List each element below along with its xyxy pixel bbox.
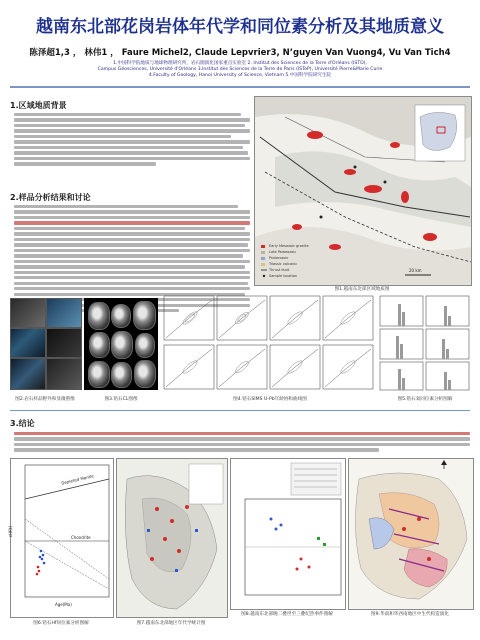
section-divider <box>10 410 470 411</box>
hf-xlabel: Age(Ma) <box>55 602 72 607</box>
author-list: 陈泽超1,3 ， 林伟1 ， Faure Michel2, Claude Lepvrier3, N’guyen Van Vuong4, Vu Van Tich4 <box>29 48 451 58</box>
thermal-event-drawing <box>231 459 345 609</box>
fig7-caption: 图7.越南东北部地区年代学统计图 <box>136 621 206 626</box>
fig8-caption: 图8.越南东北部晚二叠世至三叠纪热事件图解 <box>241 612 333 617</box>
concordia-plots <box>162 294 374 392</box>
zircon-grain <box>89 332 110 358</box>
fig3-caption: 图3.锆石CL图像 <box>104 397 138 402</box>
zircon-grain <box>134 360 156 388</box>
oxygen-isotope-plots <box>378 294 472 392</box>
section-1-text <box>14 113 250 166</box>
depleted-mantle-label: Depleted Mantle <box>60 473 95 486</box>
fig2-caption: 图2.岩石样品野外和显微照像 <box>15 397 75 402</box>
legend-proterozoic: Proterozoic <box>269 256 289 260</box>
fig6-caption: 图6.锆石Hf同位素分析图解 <box>33 621 89 626</box>
field-photo <box>10 298 46 328</box>
geochronology-drawing <box>117 459 227 617</box>
oxygen-isotope-drawing <box>378 294 472 392</box>
micro-photo <box>10 328 46 358</box>
micro-photo <box>46 358 82 390</box>
concordia-drawing <box>162 294 374 392</box>
tectonic-evolution-map <box>348 458 474 610</box>
micro-photo <box>46 298 82 328</box>
legend-thrust-fault: Thrust fault <box>269 268 290 272</box>
zircon-grain <box>135 333 155 358</box>
map-legend <box>269 243 309 279</box>
fig9-caption: 图9.华南和华西南地区中生代构造演化 <box>371 612 449 617</box>
geochronology-map <box>116 458 228 618</box>
zircon-grain <box>88 302 110 330</box>
section-3-text <box>14 432 470 452</box>
affiliation-line-2: Campus Géosciences, Université d'Orléans 3.Institut des Sciences de la Terre de Paris (ISTeP), Université Pierre&Marie Curie <box>97 67 383 72</box>
section-heading-2: 2.样品分析结果和讨论 <box>10 193 91 202</box>
poster-title: 越南东北部花岗岩体年代学和同位素分析及其地质意义 <box>36 17 444 37</box>
regional-geology-map <box>254 96 472 286</box>
micro-photo <box>46 328 82 358</box>
zircon-grain <box>111 331 133 359</box>
affiliation-line-3: 4.Faculty of Geology, Hanoi University of Science, Vietnam 5.中国科学院研究生院 <box>148 73 332 78</box>
zircon-grain <box>111 362 132 388</box>
legend-sample-location: Sample location <box>269 274 298 278</box>
zircon-cl-images <box>84 298 158 390</box>
fig5-caption: 图5.锆石氧同位素分析图解 <box>397 397 453 402</box>
zircon-grain <box>133 301 156 330</box>
affiliation-line-1: 1.中国科学院地质与地球物理研究所，岩石圈演化国家重点实验室 2. Institut des Sciences de la Terre d'Orléans (ISTO), <box>113 61 367 66</box>
legend-triassic-volcanic: Triassic volcanic <box>269 262 298 266</box>
chondrite-label: Chondrite <box>71 535 91 540</box>
zircon-grain <box>88 361 110 388</box>
hf-isotope-plot <box>10 458 114 618</box>
field-photo-grid <box>10 298 80 388</box>
tectonic-evolution-drawing <box>349 459 473 609</box>
section-heading-3: 3.结论 <box>10 419 35 428</box>
legend-late-palaeozoic: Late Palaeozoic <box>269 250 297 254</box>
map-scale-label: 20 km <box>409 268 422 273</box>
fig1-caption: 图1.越南东北部区域地质图 <box>334 287 390 292</box>
legend-granite: Early Mesozoic granite <box>269 244 309 248</box>
section-heading-1: 1.区域地质背景 <box>10 101 67 110</box>
zircon-grain <box>111 304 131 328</box>
thermal-event-diagram <box>230 458 346 610</box>
micro-photo <box>10 358 46 390</box>
fig4-caption: 图4.锆石SIMS U-Pb年龄协和曲线图 <box>233 397 307 402</box>
hf-ylabel: εHf(t) <box>8 525 14 538</box>
header-divider <box>10 86 470 88</box>
